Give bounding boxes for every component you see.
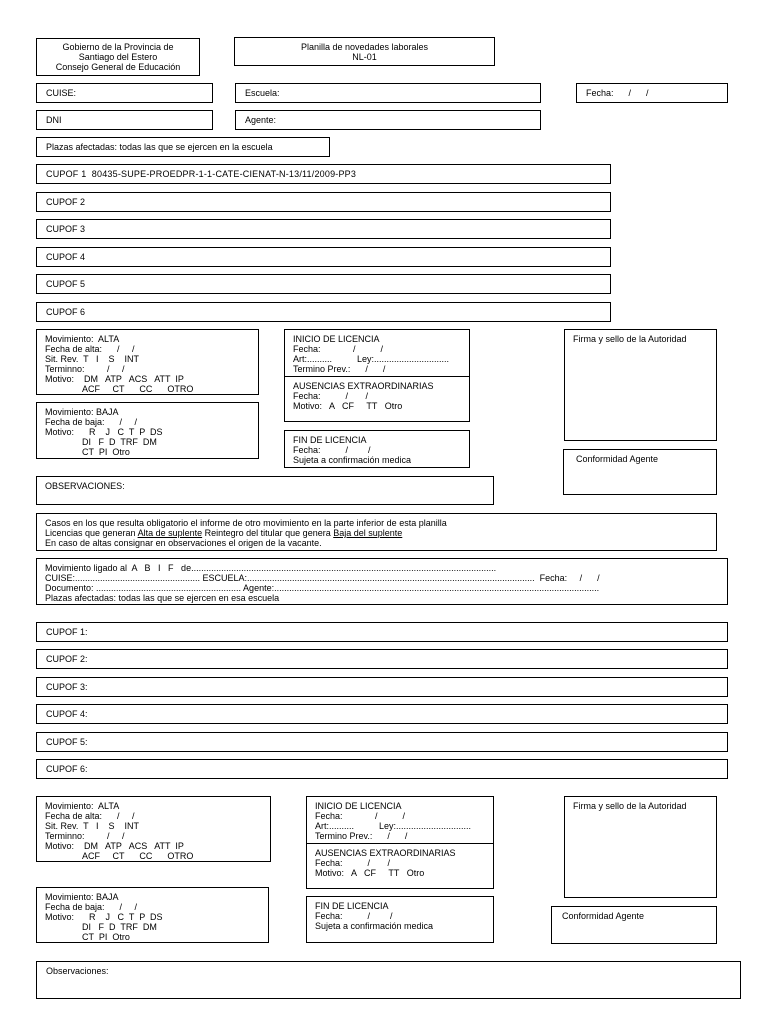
dni-label: DNI <box>46 115 62 125</box>
fin-fecha: Fecha: / / <box>293 445 371 455</box>
observaciones-box-2[interactable] <box>36 961 741 999</box>
alta-suplente-text: Alta de suplente <box>137 528 203 538</box>
firma-autoridad-box-2[interactable] <box>564 796 717 898</box>
observaciones2-label: Observaciones: <box>46 966 109 976</box>
conformidad-label: Conformidad Agente <box>576 454 659 464</box>
casos-box <box>36 513 717 551</box>
ausencias2-fecha: Fecha: / / <box>315 858 391 868</box>
cupof-5-field[interactable] <box>36 274 611 294</box>
cupof-6-field[interactable] <box>36 302 611 322</box>
cupof-b5-field[interactable] <box>36 732 728 752</box>
cupof-b6-field[interactable] <box>36 759 728 779</box>
casos-line-1: Casos en los que resulta obligatorio el informe de otro movimiento en la parte inferior de esta planilla <box>45 518 447 528</box>
casos-line-2c: Reintegro del titular que genera <box>202 528 334 538</box>
alta2-title: Movimiento: ALTA <box>45 801 120 811</box>
conformidad2-label: Conformidad Agente <box>562 911 645 921</box>
alta2-fecha: Fecha de alta: / / <box>45 811 135 821</box>
plazas-afectadas-box <box>36 137 330 157</box>
ausencias2-motivo: Motivo: A CF TT Otro <box>315 868 425 878</box>
observaciones-box[interactable] <box>36 476 494 505</box>
ausencias2-title: AUSENCIAS EXTRAORDINARIAS <box>315 848 456 858</box>
inicio2-fecha: Fecha: / / <box>315 811 406 821</box>
fin2-fecha: Fecha: / / <box>315 911 393 921</box>
cuise-label: CUISE: <box>46 88 77 98</box>
casos-line-2a: Licencias que generan <box>45 528 138 538</box>
cupof-4-label: CUPOF 4 <box>46 252 86 262</box>
cupof-b2-label: CUPOF 2: <box>46 654 88 664</box>
baja2-fecha: Fecha de baja: / / <box>45 902 138 912</box>
alta2-termino: Terminno: / / <box>45 831 125 841</box>
baja-box <box>36 402 259 459</box>
cupof-b3-field[interactable] <box>36 677 728 697</box>
inicio2-divider <box>307 843 493 844</box>
alta-title: Movimiento: ALTA <box>45 334 120 344</box>
alta2-motivo: Motivo: DM ATP ACS ATT IP <box>45 841 184 851</box>
org-line-1: Gobierno de la Provincia de <box>62 42 174 52</box>
baja-motivo-cont2: CT PI Otro <box>82 447 130 457</box>
inicio-fecha: Fecha: / / <box>293 344 384 354</box>
baja2-motivo-cont2: CT PI Otro <box>82 932 130 942</box>
ausencias-title: AUSENCIAS EXTRAORDINARIAS <box>293 381 434 391</box>
baja-motivo-cont1: DI F D TRF DM <box>82 437 157 447</box>
conformidad-agente-box[interactable] <box>563 449 717 495</box>
cupof-1-label: CUPOF 1 80435-SUPE-PROEDPR-1-1-CATE-CIENAT-N-13/11/2009-PP3 <box>46 169 357 179</box>
inicio-licencia-box-2 <box>306 796 494 889</box>
conformidad-agente-box-2[interactable] <box>551 906 717 944</box>
casos-line-2 <box>45 528 716 538</box>
fin-title: FIN DE LICENCIA <box>293 435 367 445</box>
plazas-afectadas-text: Plazas afectadas: todas las que se ejercen en la escuela <box>46 142 273 152</box>
ligado-line-2: CUISE:.................................................. ESCUELA:................................................................................................................... Fecha: / / <box>45 573 600 583</box>
inicio2-title: INICIO DE LICENCIA <box>315 801 402 811</box>
fin2-title: FIN DE LICENCIA <box>315 901 389 911</box>
ligado-line-1: Movimiento ligado al A B I F de.......................................................................................................................... <box>45 563 497 573</box>
cupof-b6-label: CUPOF 6: <box>46 764 88 774</box>
alta-box-2 <box>36 796 271 862</box>
fecha-label: Fecha: / / <box>586 88 649 98</box>
cupof-5-label: CUPOF 5 <box>46 279 86 289</box>
fin-sujeta: Sujeta a confirmación medica <box>293 455 412 465</box>
ausencias-motivo: Motivo: A CF TT Otro <box>293 401 403 411</box>
org-line-2: Santiago del Estero <box>78 52 158 62</box>
form-title: Planilla de novedades laborales <box>300 42 429 52</box>
baja2-motivo: Motivo: R J C T P DS <box>45 912 163 922</box>
cupof-1-field[interactable] <box>36 164 611 184</box>
cupof-b1-field[interactable] <box>36 622 728 642</box>
inicio2-termino: Termino Prev.: / / <box>315 831 408 841</box>
inicio-art-ley: Art:.......... Ley:.............................. <box>293 354 450 364</box>
ausencias-fecha: Fecha: / / <box>293 391 369 401</box>
cupof-2-field[interactable] <box>36 192 611 212</box>
cupof-2-label: CUPOF 2 <box>46 197 86 207</box>
inicio2-art-ley: Art:.......... Ley:.............................. <box>315 821 472 831</box>
baja-box-2 <box>36 887 269 943</box>
alta-fecha: Fecha de alta: / / <box>45 344 135 354</box>
cupof-6-label: CUPOF 6 <box>46 307 86 317</box>
alta-motivo-cont: ACF CT CC OTRO <box>82 384 194 394</box>
org-line-3: Consejo General de Educación <box>55 62 181 72</box>
firma-autoridad-box[interactable] <box>564 329 717 441</box>
movimiento-ligado-box <box>36 558 728 605</box>
baja-fecha: Fecha de baja: / / <box>45 417 138 427</box>
cupof-b3-label: CUPOF 3: <box>46 682 88 692</box>
cupof-b5-label: CUPOF 5: <box>46 737 88 747</box>
cupof-b1-label: CUPOF 1: <box>46 627 88 637</box>
form-title-box <box>234 37 495 66</box>
alta-sit-rev: Sit. Rev. T I S INT <box>45 354 140 364</box>
baja-title: Movimiento: BAJA <box>45 407 119 417</box>
dni-field[interactable] <box>36 110 213 130</box>
alta2-sit-rev: Sit. Rev. T I S INT <box>45 821 140 831</box>
cupof-b4-field[interactable] <box>36 704 728 724</box>
cupof-3-field[interactable] <box>36 219 611 239</box>
inicio-divider <box>285 376 469 377</box>
fin-licencia-box-2 <box>306 896 494 943</box>
baja2-motivo-cont1: DI F D TRF DM <box>82 922 157 932</box>
baja2-title: Movimiento: BAJA <box>45 892 119 902</box>
ligado-line-3: Documento: .......................................................... Agente:.................................................................................................................................. <box>45 583 600 593</box>
inicio-termino: Termino Prev.: / / <box>293 364 386 374</box>
cupof-b2-field[interactable] <box>36 649 728 669</box>
org-header-box <box>36 38 200 76</box>
agente-label: Agente: <box>245 115 277 125</box>
fecha-field[interactable] <box>576 83 728 103</box>
alta2-motivo-cont: ACF CT CC OTRO <box>82 851 194 861</box>
cupof-4-field[interactable] <box>36 247 611 267</box>
escuela-field[interactable] <box>235 83 541 103</box>
cupof-b4-label: CUPOF 4: <box>46 709 88 719</box>
baja-suplente-text: Baja del suplente <box>333 528 403 538</box>
alta-box <box>36 329 259 395</box>
ligado-line-4: Plazas afectadas: todas las que se ejercen en esa escuela <box>45 593 280 603</box>
agente-field[interactable] <box>235 110 541 130</box>
firma-label: Firma y sello de la Autoridad <box>573 334 687 344</box>
alta-motivo: Motivo: DM ATP ACS ATT IP <box>45 374 184 384</box>
firma2-label: Firma y sello de la Autoridad <box>573 801 687 811</box>
fin2-sujeta: Sujeta a confirmación medica <box>315 921 434 931</box>
alta-termino: Terminno: / / <box>45 364 125 374</box>
cuise-field[interactable] <box>36 83 213 103</box>
form-code: NL-01 <box>352 52 377 62</box>
inicio-licencia-box <box>284 329 470 422</box>
casos-line-3: En caso de altas consignar en observaciones el origen de la vacante. <box>45 538 322 548</box>
cupof-3-label: CUPOF 3 <box>46 224 86 234</box>
fin-licencia-box <box>284 430 470 468</box>
inicio-title: INICIO DE LICENCIA <box>293 334 380 344</box>
observaciones-label: OBSERVACIONES: <box>45 481 125 491</box>
baja-motivo: Motivo: R J C T P DS <box>45 427 163 437</box>
escuela-label: Escuela: <box>245 88 280 98</box>
